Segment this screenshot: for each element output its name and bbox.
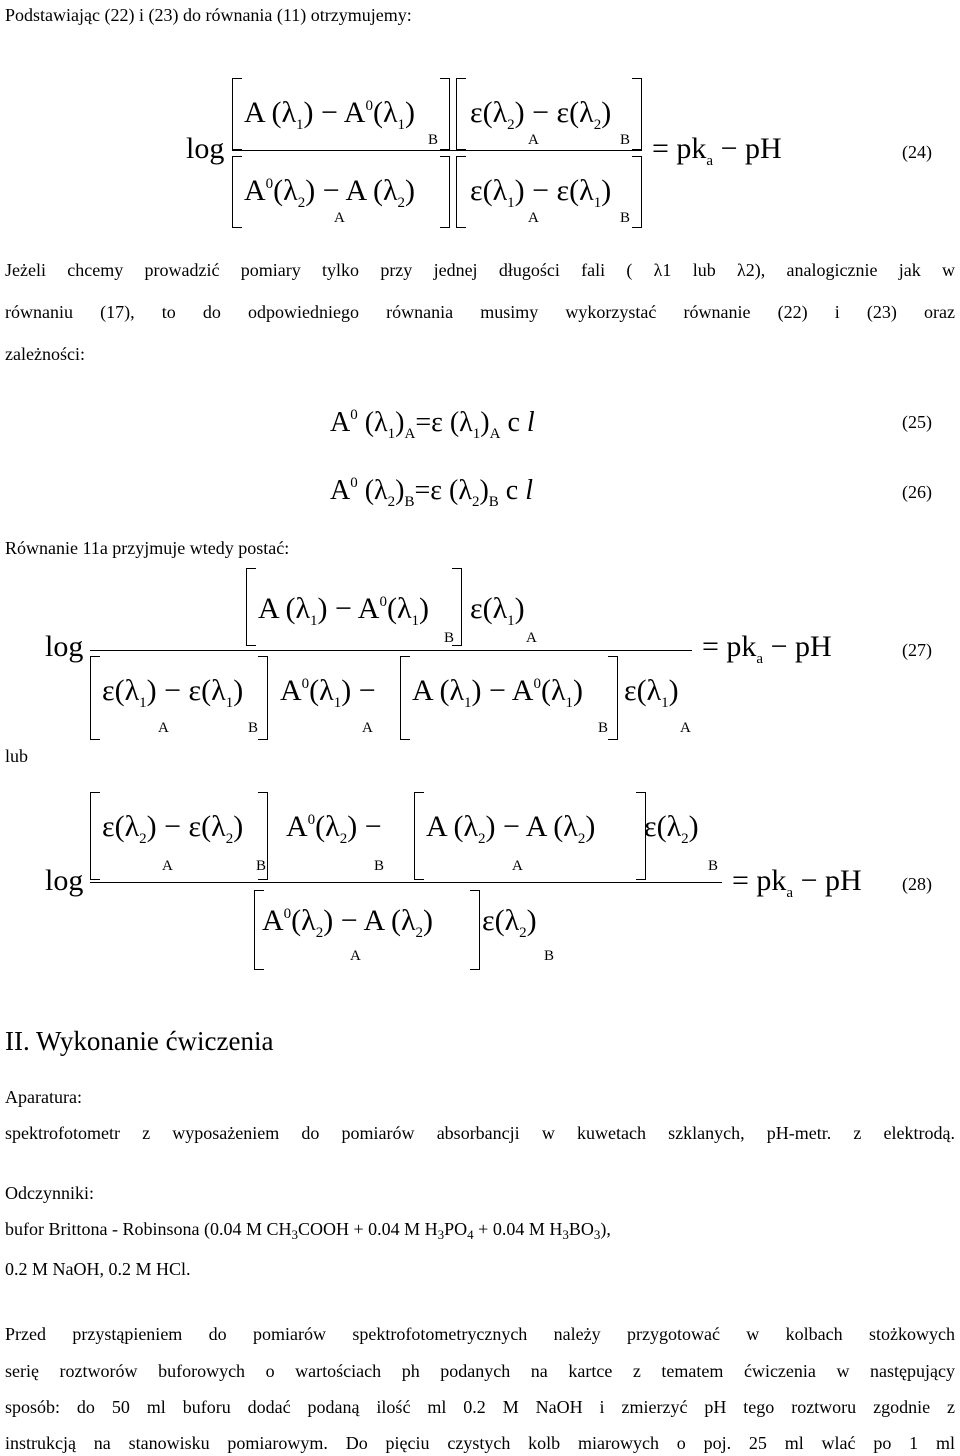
eq24-subscript-label: A xyxy=(528,132,539,148)
procedure-line: serię roztworów buforowych o wartościach ph podanych na kartce z tematem ćwiczenia w następujący xyxy=(5,1361,955,1381)
eq28-bracket xyxy=(470,890,480,970)
eq28-log: log xyxy=(45,864,84,897)
eq28-subscript-label: B xyxy=(374,858,385,874)
eq27-subscript-label: A xyxy=(526,630,537,646)
eq28-rhs: = $pk_a$ − pH xyxy=(732,864,862,901)
reagents-label: Odczynniki: xyxy=(5,1183,94,1203)
eq24-bracket xyxy=(232,156,242,228)
eq27-denominator-eps: $\varepsilon(\lambda_1) - \varepsilon(\lambda_1)$ xyxy=(102,674,244,711)
eq24-bracket xyxy=(632,156,642,228)
eq27-fraction-bar xyxy=(90,650,692,651)
eq27-rhs: = $pk_a$ − pH xyxy=(702,630,832,667)
eq24-subscript-label: A xyxy=(334,210,345,226)
eq24-subscript-label: A xyxy=(528,210,539,226)
eq24-subscript-label: B xyxy=(620,132,631,148)
eq27-bracket xyxy=(90,656,100,740)
eq26-number: (26) xyxy=(902,482,932,502)
apparatus-label: Aparatura: xyxy=(5,1087,82,1107)
equation-25: $A^0$ $(\lambda_1)_A=\varepsilon$ $(\lambda_1)_A$ c l xyxy=(330,407,535,442)
eq28-subscript-label: B xyxy=(708,858,719,874)
eq28-subscript-label: A xyxy=(162,858,173,874)
eq27-subscript-label: A xyxy=(158,720,169,736)
eq27-subscript-label: B xyxy=(248,720,259,736)
eq24-log: log xyxy=(186,132,225,165)
eq28-bracket xyxy=(414,792,424,880)
reagents-line-2: 0.2 M NaOH, 0.2 M HCl. xyxy=(5,1259,191,1279)
eq24-subscript-label: B xyxy=(428,132,439,148)
eq27-denominator-a0: $A^0(\lambda_1)$ − xyxy=(280,674,376,711)
eq24-numerator-left: A $(\lambda_1) - A^0(\lambda_1)$ xyxy=(244,96,416,133)
eq28-subscript-label: B xyxy=(544,948,555,964)
eq24-number: (24) xyxy=(902,142,932,162)
eq28-denominator: $A^0(\lambda_2) - A$ $(\lambda_2)$ xyxy=(262,904,434,941)
eq24-bracket xyxy=(456,78,466,150)
eq28-subscript-label: A xyxy=(512,858,523,874)
eq28-numerator-eps2: $\varepsilon(\lambda_2)$ xyxy=(644,810,699,847)
eq28-number: (28) xyxy=(902,874,932,894)
eq27-denominator-eps2: $\varepsilon(\lambda_1)$ xyxy=(624,674,679,711)
eq28-bracket xyxy=(90,792,100,880)
section-title: II. Wykonanie ćwiczenia xyxy=(5,1026,274,1056)
eq27-log: log xyxy=(45,630,84,663)
eq24-denominator-right: $\varepsilon(\lambda_1) - \varepsilon(\lambda_1)$ xyxy=(470,174,612,211)
paragraph-line: zależności: xyxy=(5,344,85,364)
eq24-bracket xyxy=(632,78,642,150)
eq28-numerator-eps: $\varepsilon(\lambda_2) - \varepsilon(\lambda_2)$ xyxy=(102,810,244,847)
eq24-subscript-label: B xyxy=(620,210,631,226)
eq24-rhs: = $pk_a$ − pH xyxy=(652,132,782,169)
eq27-numerator-eps: $\varepsilon(\lambda_1)$ xyxy=(470,592,525,629)
eq24-denominator-left: $A^0(\lambda_2) - A$ $(\lambda_2)$ xyxy=(244,174,416,211)
eq28-fraction-bar xyxy=(90,882,722,883)
eq27-numerator: A $(\lambda_1) - A^0(\lambda_1)$ xyxy=(258,592,430,629)
procedure-line: sposób: do 50 ml buforu dodać podaną ilość ml 0.2 M NaOH i zmierzyć pH tego roztworu zgodnie z xyxy=(5,1397,955,1417)
eq27-subscript-label: B xyxy=(598,720,609,736)
intro-line: Podstawiając (22) i (23) do równania (11) otrzymujemy: xyxy=(5,5,412,25)
eq27-number: (27) xyxy=(902,640,932,660)
eq24-fraction-bar xyxy=(232,150,642,151)
eq28-numerator-a0: $A^0(\lambda_2)$ − xyxy=(286,810,382,847)
paragraph-line: Jeżeli chcemy prowadzić pomiary tylko przy jednej długości fali ( λ1 lub λ2), analogicznie jak w xyxy=(5,260,955,280)
eq11a-intro: Równanie 11a przyjmuje wtedy postać: xyxy=(5,538,290,558)
eq24-bracket xyxy=(456,156,466,228)
procedure-line: Przed przystąpieniem do pomiarów spektrofotometrycznych należy przygotować w kolbach stożkowych xyxy=(5,1324,955,1344)
eq28-subscript-label: B xyxy=(256,858,267,874)
eq24-numerator-right: $\varepsilon(\lambda_2) - \varepsilon(\lambda_2)$ xyxy=(470,96,612,133)
eq27-subscript-label: A xyxy=(680,720,691,736)
eq27-subscript-label: B xyxy=(444,630,455,646)
procedure-line: instrukcją na stanowisku pomiarowym. Do pięciu czystych kolb miarowych o poj. 25 ml wlać po 1 ml xyxy=(5,1433,955,1453)
eq27-bracket xyxy=(246,568,256,646)
eq27-bracket xyxy=(400,656,410,740)
equation-26: $A^0$ $(\lambda_2)_B=\varepsilon$ $(\lambda_2)_B$ c l xyxy=(330,475,533,510)
eq27-bracket xyxy=(258,656,268,740)
eq24-bracket xyxy=(232,78,242,150)
eq25-number: (25) xyxy=(902,412,932,432)
eq27-denominator-diff: A $(\lambda_1) - A^0(\lambda_1)$ xyxy=(412,674,584,711)
reagents-line-1: bufor Brittona - Robinsona (0.04 M $CH_3COOH + 0.04$ M $H_3PO_4 + 0.04$ M $H_3BO_3$), xyxy=(5,1219,611,1242)
eq28-numerator-diff: A $(\lambda_2) - A$ $(\lambda_2)$ xyxy=(426,810,596,847)
eq27-bracket xyxy=(608,656,618,740)
apparatus-text: spektrofotometr z wyposażeniem do pomiarów absorbancji w kuwetach szklanych, pH-metr. z elektrodą. xyxy=(5,1123,955,1143)
eq24-bracket xyxy=(440,78,450,150)
eq27-subscript-label: A xyxy=(362,720,373,736)
eq28-denominator-eps: $\varepsilon(\lambda_2)$ xyxy=(482,904,537,941)
paragraph-line: równaniu (17), to do odpowiedniego równania musimy wykorzystać równanie (22) i (23) oraz xyxy=(5,302,955,322)
lub-label: lub xyxy=(5,746,29,766)
eq24-bracket xyxy=(440,156,450,228)
eq28-subscript-label: A xyxy=(350,948,361,964)
